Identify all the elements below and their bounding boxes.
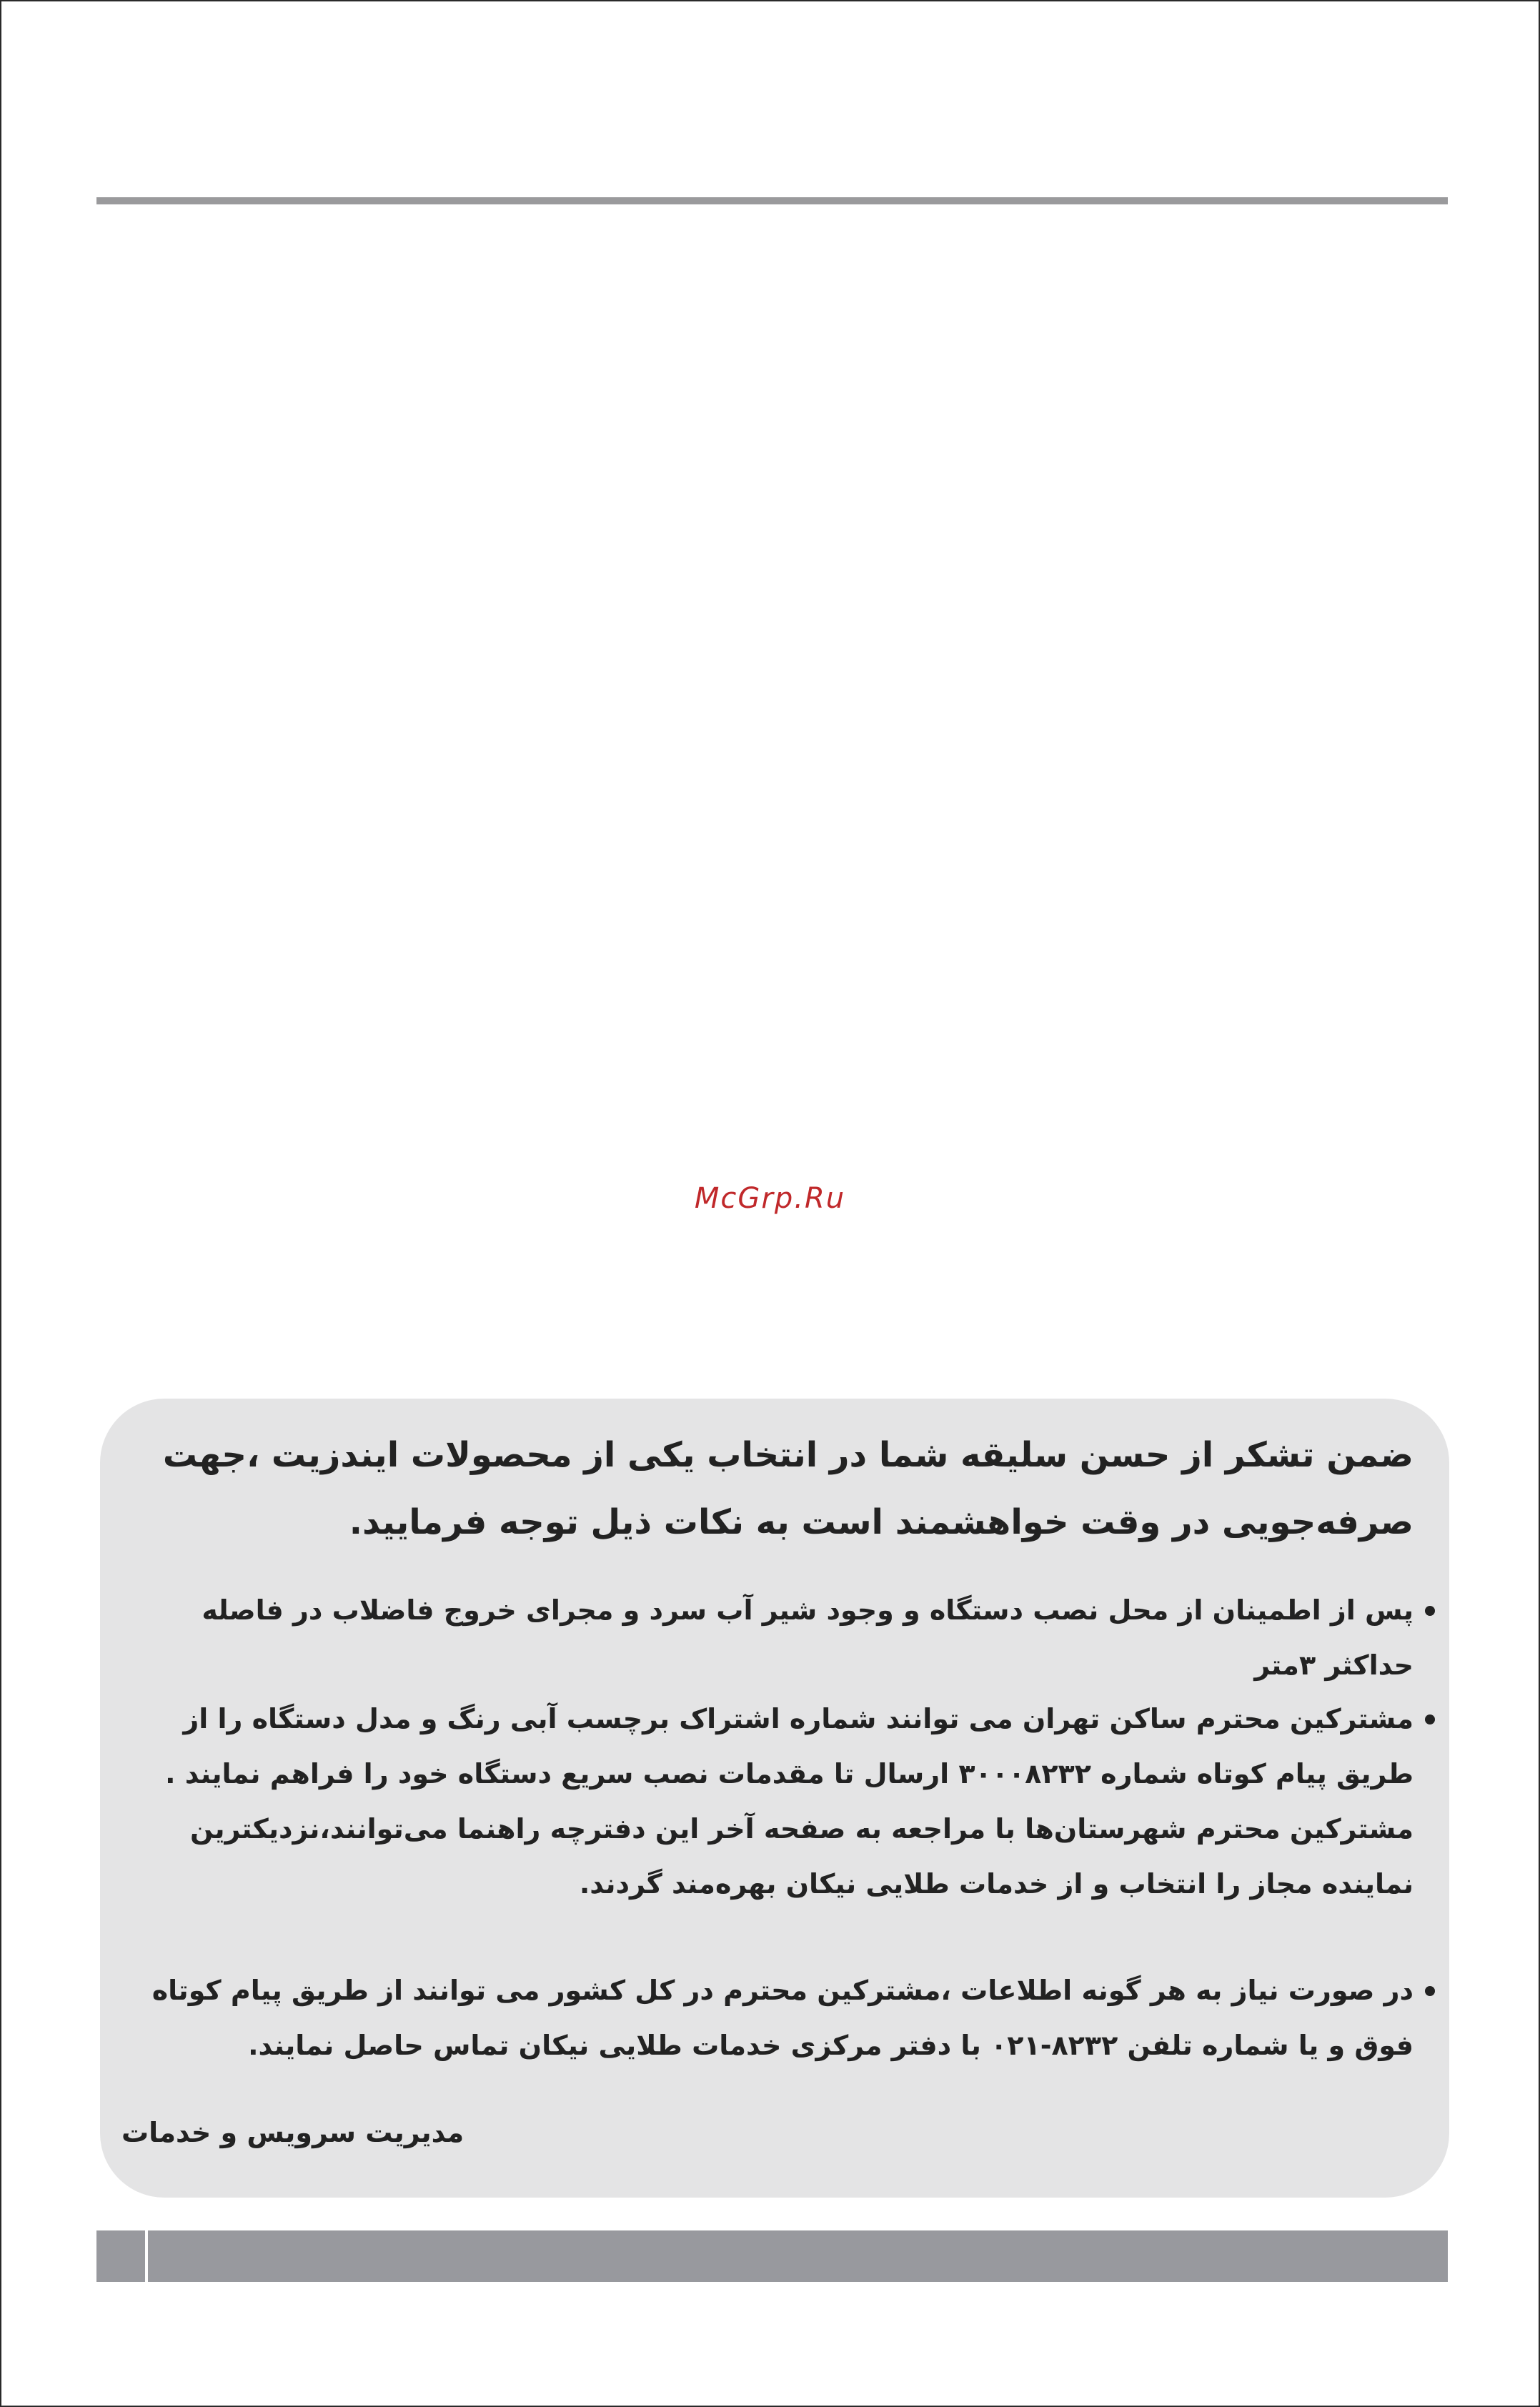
bullet-dot-icon bbox=[1425, 1986, 1435, 1996]
notice-bullet bbox=[121, 1583, 1435, 1693]
bullet-text: پس از اطمینان از محل نصب دستگاه و وجود شیر آب سرد و مجرای خروج فاضلاب در فاصله حداکثر ۳متر bbox=[202, 1594, 1414, 1681]
bullet-dot-icon bbox=[1425, 1714, 1435, 1724]
top-divider bbox=[96, 197, 1448, 204]
footer-bar bbox=[96, 2230, 1448, 2282]
notice-signature: مدیریت سرویس و خدمات bbox=[121, 2117, 465, 2148]
bullet-dot-icon bbox=[1425, 1606, 1435, 1616]
watermark: McGrp.Ru bbox=[694, 1182, 846, 1215]
notice-box bbox=[100, 1399, 1449, 2198]
bullet-text: مشترکین محترم ساکن تهران می توانند شماره اشتراک برچسب آبی رنگ و مدل دستگاه را از طریق پیام کوتاه شماره ۳۰۰۰۸۲۳۲ ارسال تا مقدمات نصب سریع دستگاه خود را فراهم نمایند . مشترکین محترم شهرستان‌ها با مراجعه به صفحه آخر این دفترچه راهنما می‌توانند،نزدیکترین نماینده مجاز را انتخاب و از خدمات طلایی نیکان بهره‌مند گردند. bbox=[165, 1703, 1414, 1900]
bullet-text: در صورت نیاز به هر گونه اطلاعات ،مشترکین محترم در کل کشور می توانند از طریق پیام کوتاه فوق و یا شماره تلفن ۸۲۳۲-۰۲۱ با دفتر مرکزی خدمات طلایی نیکان تماس حاصل نمایند. bbox=[151, 1975, 1414, 2061]
notice-intro: ضمن تشکر از حسن سلیقه شما در انتخاب یکی از محصولات ایندزیت ،جهت صرفه‌جویی در وقت خواهشمند است به نکات ذیل توجه فرمایید. bbox=[162, 1435, 1414, 1542]
notice-bullet bbox=[121, 1692, 1435, 1912]
notice-bullet bbox=[121, 1963, 1435, 2073]
footer-page-tab bbox=[96, 2230, 148, 2282]
